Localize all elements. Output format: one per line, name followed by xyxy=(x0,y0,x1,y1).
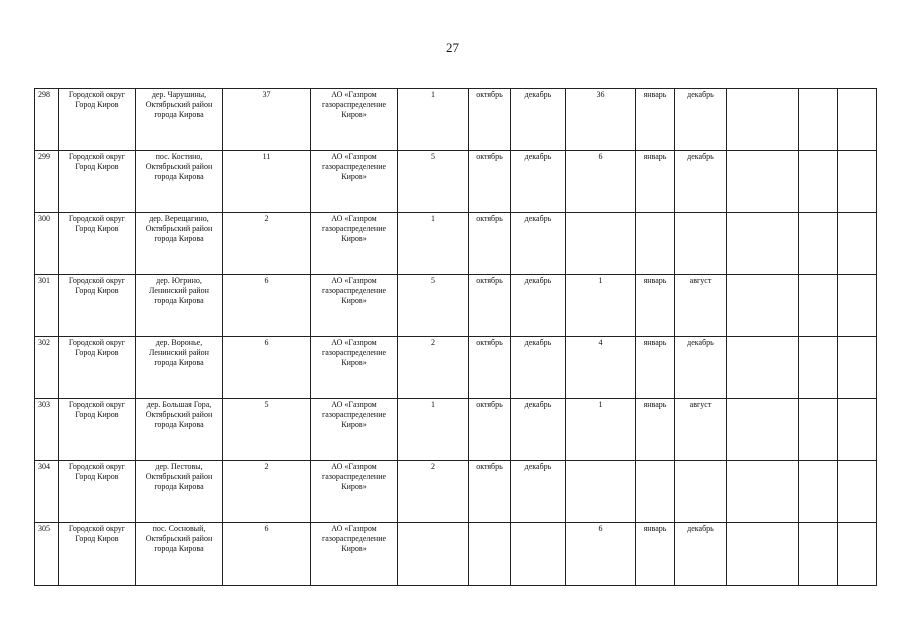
start-c-cell: январь xyxy=(636,399,675,461)
end-b-cell: декабрь xyxy=(511,337,566,399)
empty-cell xyxy=(799,151,838,213)
table-row xyxy=(35,461,877,523)
count-b-cell: 1 xyxy=(398,213,469,275)
district-cell: Городской округ Город Киров xyxy=(59,461,136,523)
start-b-cell: октябрь xyxy=(469,151,511,213)
table-row xyxy=(35,213,877,275)
count-b-cell: 1 xyxy=(398,399,469,461)
row-number: 302 xyxy=(35,337,59,399)
count-a-cell: 6 xyxy=(223,523,311,586)
empty-cell xyxy=(838,461,877,523)
row-number: 299 xyxy=(35,151,59,213)
empty-cell xyxy=(838,337,877,399)
end-c-cell: декабрь xyxy=(675,151,727,213)
count-b-cell xyxy=(398,523,469,586)
table-row xyxy=(35,151,877,213)
empty-cell xyxy=(799,337,838,399)
row-number: 301 xyxy=(35,275,59,337)
count-c-cell: 6 xyxy=(566,523,636,586)
start-c-cell: январь xyxy=(636,89,675,151)
empty-cell xyxy=(838,523,877,586)
empty-cell xyxy=(727,523,799,586)
count-c-cell: 1 xyxy=(566,275,636,337)
count-a-cell: 6 xyxy=(223,337,311,399)
table-row xyxy=(35,337,877,399)
count-a-cell: 11 xyxy=(223,151,311,213)
count-b-cell: 5 xyxy=(398,151,469,213)
count-c-cell: 6 xyxy=(566,151,636,213)
start-c-cell xyxy=(636,461,675,523)
row-number: 305 xyxy=(35,523,59,586)
start-b-cell: октябрь xyxy=(469,461,511,523)
row-number: 298 xyxy=(35,89,59,151)
end-b-cell: декабрь xyxy=(511,151,566,213)
count-a-cell: 6 xyxy=(223,275,311,337)
empty-cell xyxy=(838,213,877,275)
count-b-cell: 2 xyxy=(398,337,469,399)
count-c-cell: 4 xyxy=(566,337,636,399)
table-row xyxy=(35,275,877,337)
start-b-cell: октябрь xyxy=(469,337,511,399)
data-table xyxy=(34,88,877,586)
start-c-cell: январь xyxy=(636,337,675,399)
empty-cell xyxy=(727,213,799,275)
start-b-cell: октябрь xyxy=(469,213,511,275)
start-c-cell xyxy=(636,213,675,275)
start-c-cell: январь xyxy=(636,275,675,337)
count-c-cell: 36 xyxy=(566,89,636,151)
start-b-cell: октябрь xyxy=(469,399,511,461)
end-c-cell: декабрь xyxy=(675,337,727,399)
locality-cell: дер. Югрино, Ленинский район города Кирова xyxy=(136,275,223,337)
empty-cell xyxy=(727,151,799,213)
end-b-cell: декабрь xyxy=(511,461,566,523)
count-c-cell xyxy=(566,213,636,275)
row-number: 300 xyxy=(35,213,59,275)
organization-cell: АО «Газпром газораспределение Киров» xyxy=(311,461,398,523)
start-b-cell: октябрь xyxy=(469,275,511,337)
count-b-cell: 5 xyxy=(398,275,469,337)
empty-cell xyxy=(799,89,838,151)
count-b-cell: 1 xyxy=(398,89,469,151)
start-c-cell: январь xyxy=(636,151,675,213)
locality-cell: дер. Воронье, Ленинский район города Кирова xyxy=(136,337,223,399)
empty-cell xyxy=(727,337,799,399)
count-b-cell: 2 xyxy=(398,461,469,523)
empty-cell xyxy=(727,461,799,523)
locality-cell: дер. Пестовы, Октябрьский район города Кирова xyxy=(136,461,223,523)
start-b-cell xyxy=(469,523,511,586)
organization-cell: АО «Газпром газораспределение Киров» xyxy=(311,337,398,399)
district-cell: Городской округ Город Киров xyxy=(59,337,136,399)
empty-cell xyxy=(838,151,877,213)
empty-cell xyxy=(799,523,838,586)
district-cell: Городской округ Город Киров xyxy=(59,399,136,461)
empty-cell xyxy=(838,399,877,461)
district-cell: Городской округ Город Киров xyxy=(59,89,136,151)
end-b-cell: декабрь xyxy=(511,213,566,275)
organization-cell: АО «Газпром газораспределение Киров» xyxy=(311,275,398,337)
table-row xyxy=(35,399,877,461)
row-number: 303 xyxy=(35,399,59,461)
empty-cell xyxy=(799,275,838,337)
count-c-cell: 1 xyxy=(566,399,636,461)
locality-cell: дер. Большая Гора, Октябрьский район города Кирова xyxy=(136,399,223,461)
empty-cell xyxy=(799,213,838,275)
district-cell: Городской округ Город Киров xyxy=(59,213,136,275)
district-cell: Городской округ Город Киров xyxy=(59,523,136,586)
table-row xyxy=(35,523,877,586)
end-c-cell: декабрь xyxy=(675,89,727,151)
district-cell: Городской округ Город Киров xyxy=(59,275,136,337)
end-c-cell: август xyxy=(675,275,727,337)
organization-cell: АО «Газпром газораспределение Киров» xyxy=(311,151,398,213)
end-c-cell: декабрь xyxy=(675,523,727,586)
end-c-cell: август xyxy=(675,399,727,461)
empty-cell xyxy=(799,461,838,523)
organization-cell: АО «Газпром газораспределение Киров» xyxy=(311,89,398,151)
locality-cell: дер. Чарушины, Октябрьский район города Кирова xyxy=(136,89,223,151)
count-c-cell xyxy=(566,461,636,523)
page-number: 27 xyxy=(446,40,459,55)
count-a-cell: 5 xyxy=(223,399,311,461)
count-a-cell: 37 xyxy=(223,89,311,151)
district-cell: Городской округ Город Киров xyxy=(59,151,136,213)
start-b-cell: октябрь xyxy=(469,89,511,151)
table-row xyxy=(35,89,877,151)
empty-cell xyxy=(727,275,799,337)
end-c-cell xyxy=(675,461,727,523)
end-b-cell: декабрь xyxy=(511,399,566,461)
end-b-cell: декабрь xyxy=(511,275,566,337)
end-b-cell xyxy=(511,523,566,586)
empty-cell xyxy=(799,399,838,461)
locality-cell: пос. Костино, Октябрьский район города Кирова xyxy=(136,151,223,213)
end-b-cell: декабрь xyxy=(511,89,566,151)
empty-cell xyxy=(838,275,877,337)
locality-cell: пос. Сосновый, Октябрьский район города Кирова xyxy=(136,523,223,586)
empty-cell xyxy=(838,89,877,151)
locality-cell: дер. Верещагино, Октябрьский район города Кирова xyxy=(136,213,223,275)
end-c-cell xyxy=(675,213,727,275)
organization-cell: АО «Газпром газораспределение Киров» xyxy=(311,399,398,461)
organization-cell: АО «Газпром газораспределение Киров» xyxy=(311,523,398,586)
count-a-cell: 2 xyxy=(223,461,311,523)
start-c-cell: январь xyxy=(636,523,675,586)
count-a-cell: 2 xyxy=(223,213,311,275)
empty-cell xyxy=(727,399,799,461)
organization-cell: АО «Газпром газораспределение Киров» xyxy=(311,213,398,275)
empty-cell xyxy=(727,89,799,151)
row-number: 304 xyxy=(35,461,59,523)
